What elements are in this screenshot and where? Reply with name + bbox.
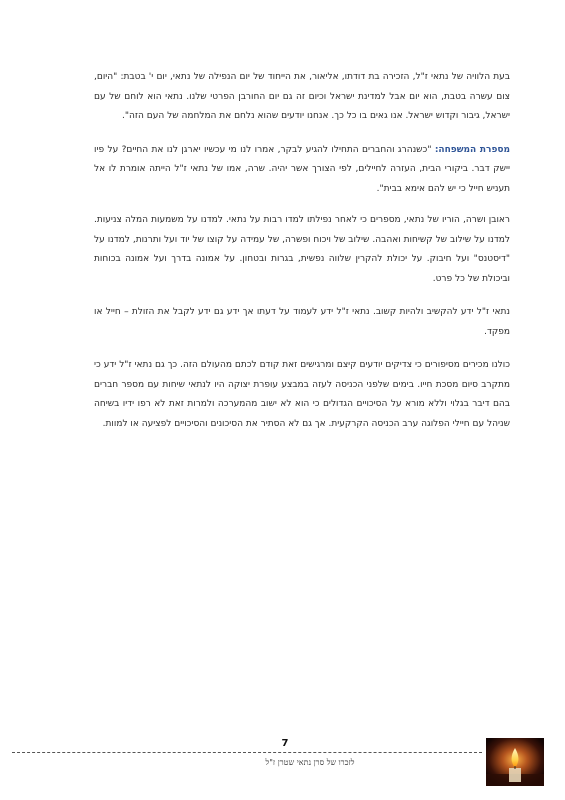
candle-icon — [486, 738, 544, 786]
paragraph-1 — [94, 68, 510, 127]
page-number: 7 — [281, 738, 289, 749]
paragraph-2 — [94, 141, 510, 200]
footer-divider — [12, 752, 482, 753]
paragraph-5 — [94, 356, 510, 434]
paragraph-text: ראובן ושרה, הוריו של נתאי, מספרים כי לאחר נפילתו למדו רבות על נתאי. למדנו על משמעות המלה צניעות. למדנו על שילוב של קשיחות ואהבה. שילוב של ויכוח ופשרה, של עמידה על קוצו של יוד ועל ותרנות, למדנו על "דיסטנס" ועל חיבוק. על יכולת להקרין שלווה נפשית, בגרות ובטחון. על אמונה בדרך ועל אמונה בכוחות וביכולת של כל פרט. — [94, 215, 510, 284]
paragraph-text: "כשנהרג והחברים התחילו להגיע לבקר, אמרו לנו מי עכשיו יארגן לנו את החיים? על פיו יישק דבר. ביקורי הבית, העזרה לחיילים, לפי הצורך אשר יהיה. שרה, אמו של נתאי ז"ל הייתה אומרת לו אל תעניש חייל כי יש להם אימא בבית". — [94, 144, 510, 194]
paragraph-text: כולנו מכירים מסיפורים כי צדיקים יודעים קיצם ומרגישים זאת קודם לכתם מהעולם הזה. כך גם נתאי ז"ל ידע כי מתקרב סיום מסכת חייו. בימים שלפני הכניסה לעזה במבצע עופרת יצוקה היו לנתאי שיחות עם מספר חברים בהם דיבר בגלוי וללא מורא על הסיכויים הגדולים כי הוא לא ישוב מהמערכה ולמרות זאת לא רפו ידיו בשיחה שניהל עם חיילי הפלוגה ערב הכניסה הקרקעית. אך גם לא הסתיר את הסיכונים והסיכויים לפציעה או למוות. — [94, 360, 510, 429]
footer-caption: לזכרו של סרן נתאי שטרן ז"ל — [265, 758, 355, 767]
paragraph-text: נתאי ז"ל ידע להקשיב ולהיות קשוב. נתאי ז"ל ידע לעמוד על דעתו אך ידע גם ידע לקבל את הזולת – חייל או מפקד. — [94, 307, 510, 337]
paragraph-4 — [94, 303, 510, 342]
body-text — [94, 68, 510, 448]
paragraph-lead: מספרת המשפחה: — [434, 144, 510, 155]
paragraph-3 — [94, 211, 510, 289]
paragraph-text: בעת הלוויה של נתאי ז"ל, הזכירה בת דודתו, אליאור, את הייחוד של יום הנפילה של נתאי, יום י' בטבת: "היום, צום עשרה בטבת, הוא יום אבל למדינת ישראל וכיום זה גם יום החורבן הפרטי שלנו. נתאי הוא לוחם של עם ישראל, גיבור וקדוש ישראל. אנו גאים בו כל כך. אנחנו יודעים שהוא נלחם את המלחמה של העם הזה". — [94, 72, 510, 121]
